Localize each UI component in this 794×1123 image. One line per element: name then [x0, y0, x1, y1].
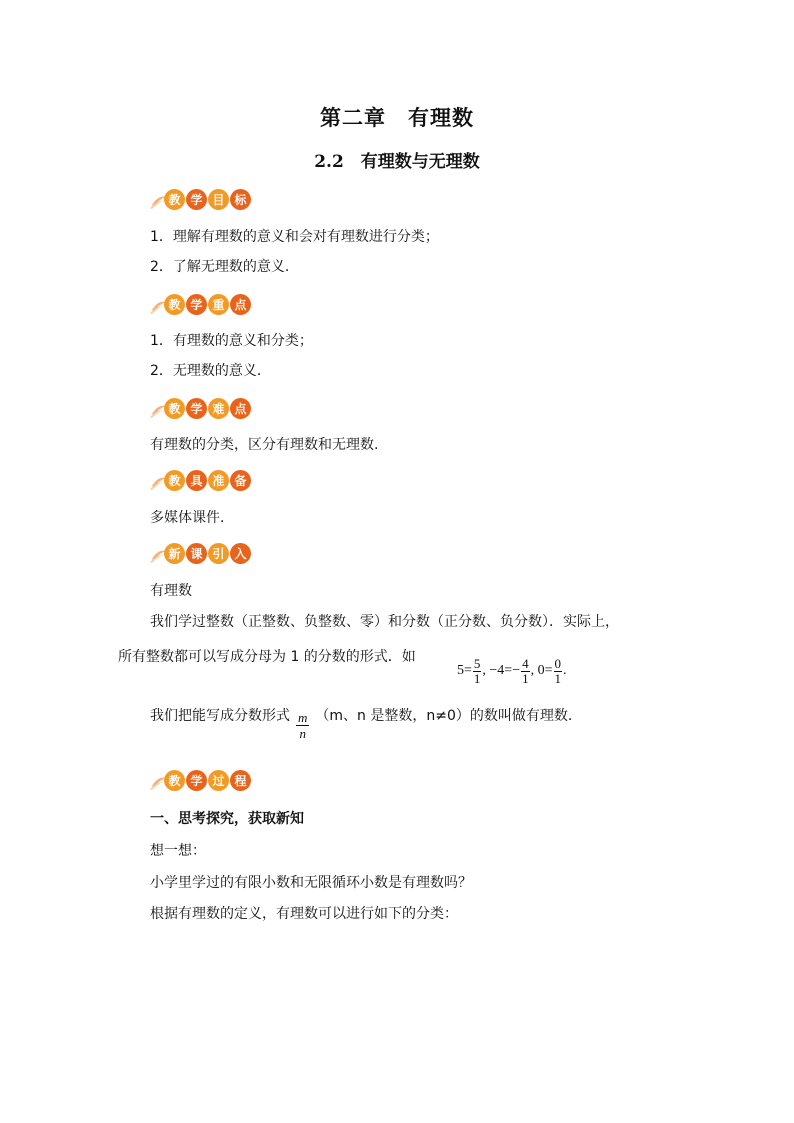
objective-item-1: 1．理解有理数的意义和会对有理数进行分类； [150, 229, 439, 245]
badge-char: 标 [230, 189, 251, 210]
tools-text: 多媒体课件. [150, 510, 225, 526]
badge-key-points [150, 292, 252, 316]
rational-definition [150, 706, 572, 741]
process-line-3: 根据有理数的定义，有理数可以进行如下的分类： [150, 906, 458, 922]
badge-process [150, 768, 252, 792]
badge-char: 课 [186, 543, 207, 564]
badge-char: 具 [186, 470, 207, 491]
process-heading: 一、思考探究，获取新知 [150, 811, 304, 827]
numerator: 4 [522, 655, 529, 671]
badge-char: 备 [230, 470, 251, 491]
numerator: m [298, 710, 308, 725]
badge-char: 入 [230, 543, 251, 564]
badge-char: 过 [208, 770, 229, 791]
key-point-item-1: 1．有理数的意义和分类； [150, 333, 313, 349]
denominator: n [299, 726, 306, 741]
eq-text: 5= [457, 663, 472, 678]
fraction [521, 657, 530, 686]
denominator: 1 [554, 670, 561, 686]
fraction [554, 657, 563, 686]
key-point-item-2: 2．无理数的意义． [150, 363, 271, 379]
badge-char: 学 [186, 189, 207, 210]
badge-char: 重 [208, 294, 229, 315]
badge-tools [150, 468, 252, 492]
intro-paragraph-2: 所有整数都可以写成分母为 1 的分数的形式．如 [118, 649, 416, 665]
badge-char: 点 [230, 398, 251, 419]
badge-char: 学 [186, 398, 207, 419]
badge-char: 点 [230, 294, 251, 315]
badge-char: 准 [208, 470, 229, 491]
chapter-title: 第二章 有理数 [320, 105, 474, 130]
badge-char: 教 [164, 470, 185, 491]
badge-char: 难 [208, 398, 229, 419]
fraction [473, 657, 482, 686]
badge-char: 新 [164, 543, 185, 564]
process-line-2: 小学里学过的有限小数和无限循环小数是有理数吗？ [150, 875, 472, 891]
badge-intro [150, 541, 252, 565]
badge-char: 教 [164, 294, 185, 315]
m-over-n-fraction [296, 710, 309, 741]
definition-text-after: （m、n 是整数，n≠0）的数叫做有理数. [315, 708, 573, 724]
badge-char: 学 [186, 294, 207, 315]
badge-char: 教 [164, 770, 185, 791]
badge-char: 教 [164, 189, 185, 210]
badge-objectives [150, 187, 252, 211]
intro-paragraph-1: 我们学过整数（正整数、负整数、零）和分数（正分数、负分数）．实际上， [150, 614, 619, 630]
integer-fraction-equation [457, 651, 567, 691]
numerator: 5 [473, 655, 481, 671]
badge-char: 教 [164, 398, 185, 419]
badge-char: 引 [208, 543, 229, 564]
objective-item-2: 2．了解无理数的意义. [150, 259, 290, 275]
difficulties-text: 有理数的分类，区分有理数和无理数. [150, 437, 379, 453]
badge-char: 目 [208, 189, 229, 210]
badge-char: 程 [230, 770, 251, 791]
section-title: 2.2 有理数与无理数 [314, 152, 480, 172]
denominator: 1 [522, 670, 529, 686]
denominator: 1 [473, 670, 481, 686]
eq-text: , −4=− [482, 663, 521, 678]
definition-text-before: 我们把能写成分数形式 [150, 708, 290, 724]
intro-heading: 有理数 [150, 583, 192, 599]
eq-text: . [563, 663, 567, 678]
eq-text: , 0= [530, 663, 553, 678]
badge-char: 学 [186, 770, 207, 791]
process-line-1: 想一想： [150, 843, 206, 859]
badge-difficulties [150, 396, 252, 420]
numerator: 0 [554, 655, 561, 671]
